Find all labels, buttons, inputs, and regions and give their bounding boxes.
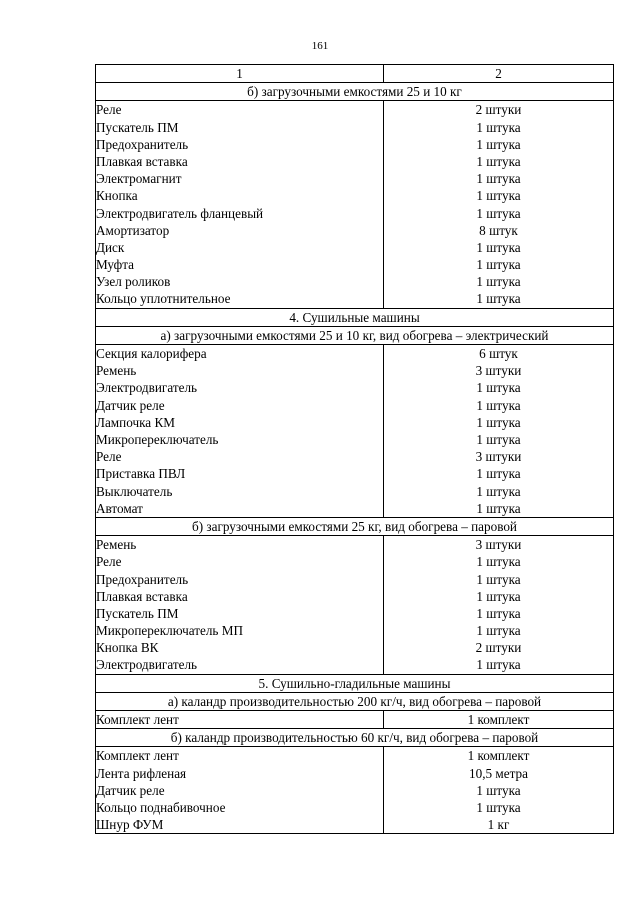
item-names-cell: [96, 536, 384, 675]
item-names-cell: [96, 747, 384, 834]
header-col-1: 1: [96, 65, 384, 83]
item-names-cell: [96, 345, 384, 518]
item-name: Диск: [96, 239, 125, 255]
item-names-cell: [96, 101, 384, 308]
item-quantity: 1 штука: [476, 432, 521, 447]
table-body: [96, 65, 614, 834]
item-quantity: 3 штуки: [475, 449, 522, 465]
item-quantity: 1 штука: [476, 500, 521, 516]
item-quantities-cell: [384, 747, 614, 834]
item-name: Шнур ФУМ: [96, 817, 164, 833]
item-quantity: 1 штука: [476, 239, 521, 255]
item-name: Кольцо поднабивочное: [96, 800, 226, 815]
header-col-2: 2: [384, 65, 614, 83]
item-quantities-cell: [384, 101, 614, 308]
item-name: Комплект лент: [96, 748, 179, 764]
section-heading: 4. Сушильные машины: [96, 308, 614, 326]
item-names-cell: [96, 711, 384, 729]
item-quantity: 1 штука: [476, 380, 521, 396]
item-quantity: 3 штуки: [475, 537, 522, 553]
items-group-row: [96, 101, 614, 308]
item-name: Лампочка КМ: [96, 414, 175, 430]
item-quantity: 1 штука: [476, 291, 521, 307]
item-quantity: 2 штуки: [475, 640, 522, 656]
section-row: [96, 692, 614, 710]
item-quantity: 1 штука: [476, 171, 521, 187]
item-quantity: 3 штуки: [475, 363, 522, 379]
item-name: Выключатель: [96, 483, 173, 499]
item-quantity: 1 штука: [476, 623, 521, 639]
items-group-row: [96, 711, 614, 729]
item-name: Электродвигатель: [96, 657, 198, 673]
item-name: Микропереключатель: [96, 432, 219, 447]
item-quantities-cell: [384, 345, 614, 518]
section-heading: б) загрузочными емкостями 25 кг, вид обогрева – паровой: [96, 517, 614, 535]
item-quantity: 1 штука: [476, 153, 521, 169]
header-row: [96, 65, 614, 83]
item-name: Датчик реле: [96, 782, 165, 798]
item-quantity: 1 штука: [476, 397, 521, 413]
items-group-row: [96, 536, 614, 675]
item-quantity: 1 штука: [476, 571, 521, 587]
item-quantity: 1 штука: [476, 414, 521, 430]
items-group-row: [96, 345, 614, 518]
item-name: Кнопка: [96, 188, 138, 204]
section-row: [96, 674, 614, 692]
section-row: [96, 326, 614, 344]
item-name: Плавкая вставка: [96, 153, 188, 169]
section-heading: б) загрузочными емкостями 25 и 10 кг: [96, 83, 614, 101]
item-quantity: 10,5 метра: [469, 765, 528, 781]
section-row: [96, 83, 614, 101]
item-name: Реле: [96, 449, 122, 465]
item-quantity: 8 штук: [479, 222, 518, 238]
page-number: 161: [311, 40, 329, 52]
item-name: Комплект лент: [96, 712, 179, 728]
item-name: Электродвигатель: [96, 380, 198, 396]
item-quantity: 1 штука: [476, 605, 521, 621]
spare-parts-table: [95, 64, 614, 834]
item-name: Реле: [96, 554, 122, 570]
item-name: Узел роликов: [96, 274, 171, 290]
item-name: Ремень: [96, 363, 137, 379]
item-quantity: 1 штука: [476, 657, 521, 673]
section-heading: б) каландр производительностью 60 кг/ч, вид обогрева – паровой: [96, 729, 614, 747]
item-quantity: 1 штука: [476, 588, 521, 604]
item-quantities-cell: [384, 711, 614, 729]
item-name: Предохранитель: [96, 571, 189, 587]
section-heading: а) загрузочными емкостями 25 и 10 кг, вид обогрева – электрический: [96, 326, 614, 344]
item-quantity: 1 штука: [476, 205, 521, 221]
item-quantity: 1 штука: [476, 188, 521, 204]
item-name: Ремень: [96, 537, 137, 553]
item-name: Автомат: [96, 500, 143, 516]
section-heading: 5. Сушильно-гладильные машины: [96, 674, 614, 692]
item-name: Предохранитель: [96, 136, 189, 152]
item-quantity: 1 комплект: [467, 712, 530, 728]
item-quantity: 6 штук: [479, 346, 518, 362]
item-name: Пускатель ПМ: [96, 605, 179, 621]
item-quantity: 1 штука: [476, 136, 521, 152]
item-name: Пускатель ПМ: [96, 119, 179, 135]
item-name: Датчик реле: [96, 397, 165, 413]
item-quantity: 1 штука: [476, 466, 521, 482]
item-quantity: 1 штука: [476, 483, 521, 499]
section-row: [96, 729, 614, 747]
item-quantity: 1 кг: [487, 817, 510, 833]
section-heading: а) каландр производительностью 200 кг/ч, вид обогрева – паровой: [96, 692, 614, 710]
item-name: Реле: [96, 102, 122, 118]
item-name: Микропереключатель МП: [96, 623, 243, 639]
item-name: Электромагнит: [96, 171, 182, 187]
item-name: Амортизатор: [96, 222, 170, 238]
item-quantity: 1 штука: [476, 782, 521, 798]
section-row: [96, 517, 614, 535]
item-quantities-cell: [384, 536, 614, 675]
item-name: Кнопка ВК: [96, 640, 159, 656]
item-quantity: 1 штука: [476, 274, 521, 290]
item-name: Секция калорифера: [96, 346, 207, 362]
item-quantity: 1 штука: [476, 257, 521, 273]
item-name: Электродвигатель фланцевый: [96, 205, 264, 221]
item-quantity: 1 комплект: [467, 748, 530, 764]
item-quantity: 2 штуки: [475, 102, 522, 118]
item-name: Плавкая вставка: [96, 588, 188, 604]
item-quantity: 1 штука: [476, 119, 521, 135]
item-name: Лента рифленая: [96, 765, 187, 781]
item-name: Кольцо уплотнительное: [96, 291, 231, 307]
section-row: [96, 308, 614, 326]
items-group-row: [96, 747, 614, 834]
item-quantity: 1 штука: [476, 554, 521, 570]
item-name: Муфта: [96, 257, 134, 273]
item-quantity: 1 штука: [476, 800, 521, 815]
item-name: Приставка ПВЛ: [96, 466, 186, 482]
